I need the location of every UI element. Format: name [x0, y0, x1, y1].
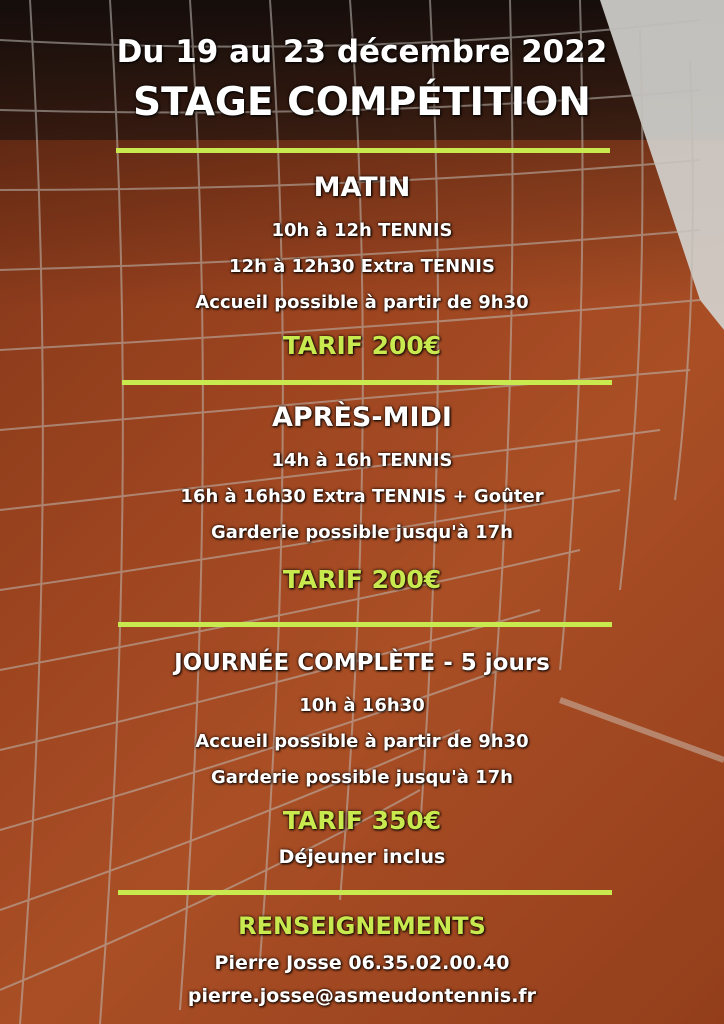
apres-midi-line: Garderie possible jusqu'à 17h — [211, 522, 513, 543]
contact-phone: Pierre Josse 06.35.02.00.40 — [214, 952, 510, 974]
matin-line: 12h à 12h30 Extra TENNIS — [229, 256, 495, 277]
apres-midi-price: TARIF 200€ — [282, 565, 442, 594]
matin-line: 10h à 12h TENNIS — [271, 220, 453, 241]
apres-midi-heading: APRÈS-MIDI — [272, 402, 452, 433]
apres-midi-line: 16h à 16h30 Extra TENNIS + Goûter — [180, 486, 544, 507]
journee-line: 10h à 16h30 — [299, 695, 425, 716]
journee-heading: JOURNÉE COMPLÈTE - 5 jours — [174, 650, 550, 676]
divider — [116, 148, 610, 153]
journee-line: Garderie possible jusqu'à 17h — [211, 767, 513, 788]
page-title: STAGE COMPÉTITION — [133, 80, 591, 125]
contact-email[interactable]: pierre.josse@asmeudontennis.fr — [187, 985, 537, 1007]
matin-price: TARIF 200€ — [282, 331, 442, 360]
divider — [118, 890, 612, 895]
apres-midi-line: 14h à 16h TENNIS — [271, 450, 453, 471]
journee-price: TARIF 350€ — [282, 806, 442, 835]
matin-heading: MATIN — [313, 172, 411, 203]
event-date: Du 19 au 23 décembre 2022 — [116, 34, 608, 70]
matin-line: Accueil possible à partir de 9h30 — [195, 292, 529, 313]
divider — [118, 622, 612, 627]
contact-heading: RENSEIGNEMENTS — [238, 912, 486, 940]
journee-note: Déjeuner inclus — [278, 846, 446, 868]
journee-line: Accueil possible à partir de 9h30 — [195, 731, 529, 752]
divider — [122, 380, 612, 385]
